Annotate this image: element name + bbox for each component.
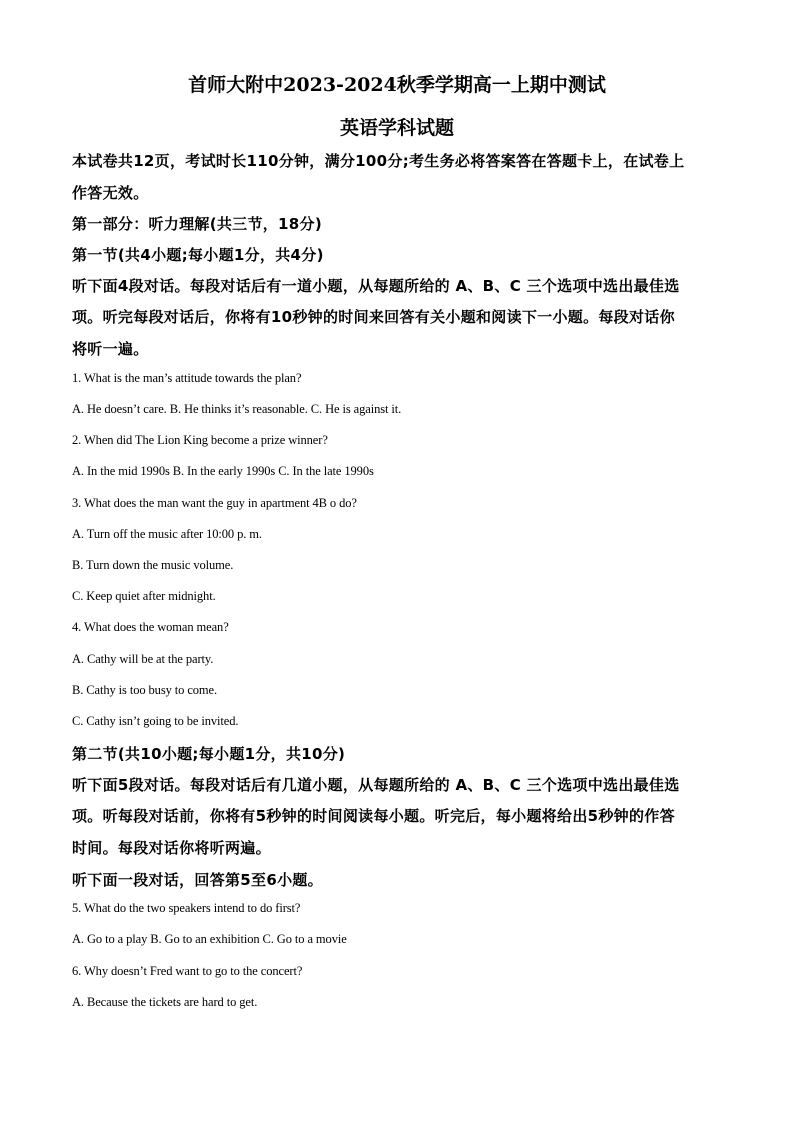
section2-subheading: 听下面一段对话，回答第5至6小题。	[72, 871, 323, 889]
question-3: 3. What does the man want the guy in apartment 4B o do?	[72, 496, 357, 510]
question-3-option-b: B. Turn down the music volume.	[72, 558, 234, 572]
section2-directions-line-1: 听下面5段对话。每段对话后有几道小题，从每题所给的 A、B、C 三个选项中选出最佳选	[72, 776, 680, 794]
question-1-options: A. He doesn’t care. B. He thinks it’s reasonable. C. He is against it.	[72, 402, 402, 416]
section1-directions-line-1: 听下面4段对话。每段对话后有一道小题，从每题所给的 A、B、C 三个选项中选出最佳选	[72, 277, 680, 295]
instructions-line-2: 作答无效。	[72, 184, 149, 202]
question-4-option-c: C. Cathy isn’t going to be invited.	[72, 714, 239, 728]
instructions-line-1: 本试卷共12页，考试时长110分钟，满分100分;考生务必将答案答在答题卡上，在试卷上	[72, 152, 685, 170]
section2-directions-line-3: 时间。每段对话你将听两遍。	[72, 839, 271, 857]
question-2-options: A. In the mid 1990s B. In the early 1990s C. In the late 1990s	[72, 464, 374, 478]
question-6-option-a: A. Because the tickets are hard to get.	[72, 995, 258, 1009]
question-5: 5. What do the two speakers intend to do first?	[72, 901, 301, 915]
question-3-option-c: C. Keep quiet after midnight.	[72, 589, 216, 603]
part1-heading: 第一部分：听力理解(共三节，18分)	[72, 215, 322, 233]
page-subtitle: 英语学科试题	[339, 117, 454, 139]
question-4-option-a: A. Cathy will be at the party.	[72, 652, 214, 666]
section1-directions-line-3: 将听一遍。	[72, 340, 149, 358]
page-title: 首师大附中2023-2024秋季学期高一上期中测试	[188, 74, 606, 96]
section2-directions-line-2: 项。听每段对话前，你将有5秒钟的时间阅读每小题。听完后，每小题将给出5秒钟的作答	[72, 807, 675, 825]
question-4-option-b: B. Cathy is too busy to come.	[72, 683, 218, 697]
question-4: 4. What does the woman mean?	[72, 620, 229, 634]
question-2: 2. When did The Lion King become a prize winner?	[72, 433, 328, 447]
question-6: 6. Why doesn’t Fred want to go to the concert?	[72, 964, 303, 978]
section2-heading: 第二节(共10小题;每小题1分，共10分)	[72, 745, 346, 763]
section1-directions-line-2: 项。听完每段对话后，你将有10秒钟的时间来回答有关小题和阅读下一小题。每段对话你	[72, 308, 675, 326]
question-3-option-a: A. Turn off the music after 10:00 p. m.	[72, 527, 262, 541]
question-1: 1. What is the man’s attitude towards the plan?	[72, 371, 302, 385]
section1-heading: 第一节(共4小题;每小题1分，共4分)	[72, 246, 324, 264]
question-5-options: A. Go to a play B. Go to an exhibition C. Go to a movie	[72, 932, 347, 946]
